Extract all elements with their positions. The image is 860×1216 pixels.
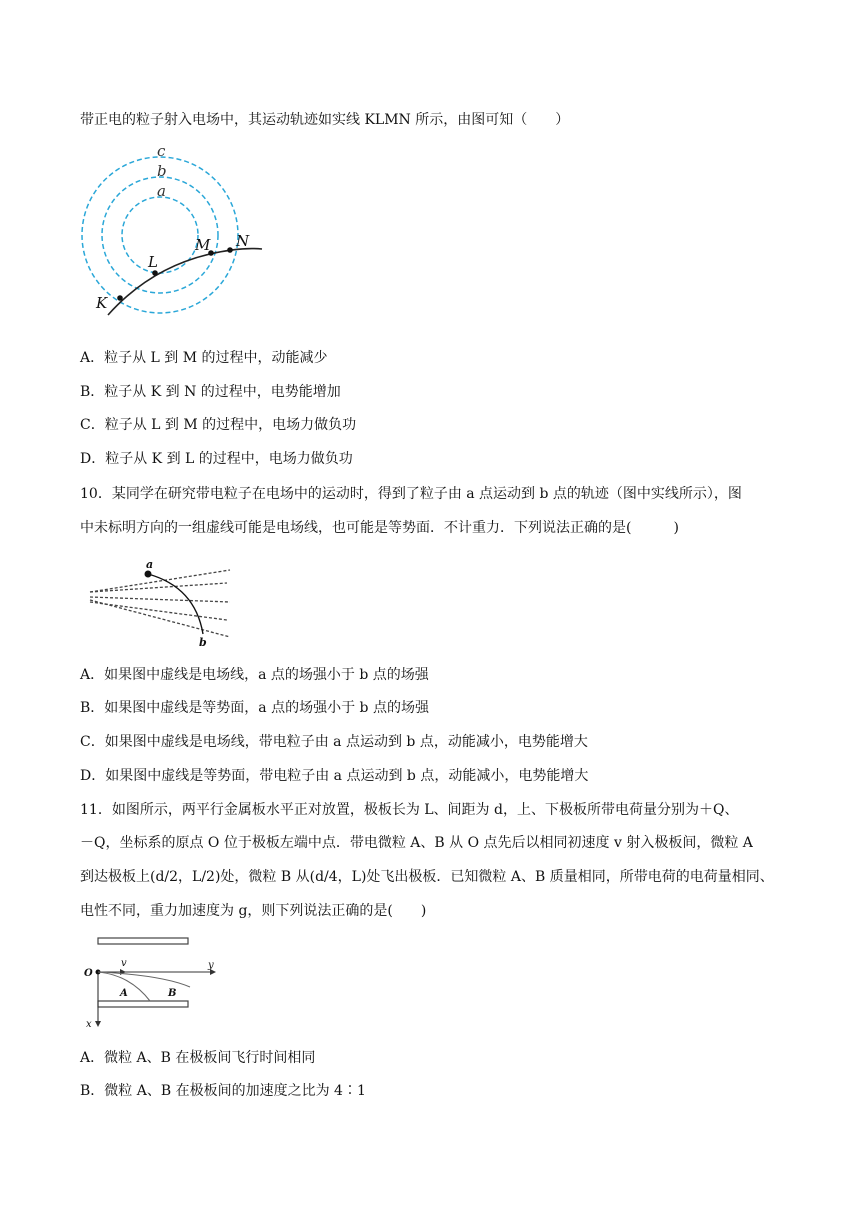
q11-option-a: A．微粒 A、B 在极板间飞行时间相同 bbox=[80, 1050, 316, 1066]
q11-option-b: B．微粒 A、B 在极板间的加速度之比为 4∶1 bbox=[80, 1083, 366, 1099]
label-a: A bbox=[120, 988, 128, 999]
q10-figure bbox=[85, 558, 245, 652]
q9-figure bbox=[80, 140, 280, 340]
label-b: b bbox=[199, 636, 207, 649]
dashed-line-4 bbox=[90, 600, 230, 637]
label-y: y bbox=[208, 960, 214, 971]
label-o: O bbox=[84, 968, 93, 979]
q10-stem-line2: 中未标明方向的一组虚线可能是电场线，也可能是等势面．不计重力．下列说法正确的是( ) bbox=[80, 520, 679, 536]
label-a: a bbox=[146, 558, 154, 571]
q9-option-b: B．粒子从 K 到 N 的过程中，电势能增加 bbox=[80, 384, 341, 400]
q10-option-b: B．如果图中虚线是等势面，a 点的场强小于 b 点的场强 bbox=[80, 700, 429, 716]
q9-option-c: C．粒子从 L 到 M 的过程中，电场力做负功 bbox=[80, 417, 357, 433]
point-k bbox=[117, 295, 123, 301]
point-l bbox=[152, 270, 158, 276]
q11-stem-line1: 11．如图所示，两平行金属板水平正对放置，极板长为 L、间距为 d，上、下极板所带电荷量分别为＋Q、 bbox=[80, 802, 739, 818]
q9-option-d: D．粒子从 K 到 L 的过程中，电场力做负功 bbox=[80, 451, 353, 467]
label-b: B bbox=[168, 988, 177, 999]
label-l: L bbox=[148, 253, 158, 271]
lower-plate bbox=[98, 1001, 188, 1007]
label-b: b bbox=[157, 162, 167, 180]
q11-figure bbox=[82, 935, 232, 1035]
q10-option-d: D．如果图中虚线是等势面，带电粒子由 a 点运动到 b 点，动能减小，电势能增大 bbox=[80, 768, 589, 784]
q10-option-a: A．如果图中虚线是电场线，a 点的场强小于 b 点的场强 bbox=[80, 667, 429, 683]
label-c: c bbox=[157, 142, 166, 160]
label-k: K bbox=[96, 294, 108, 312]
q9-stem: 带正电的粒子射入电场中，其运动轨迹如实线 KLMN 所示，由图可知（ ） bbox=[80, 112, 570, 128]
label-v: v bbox=[121, 958, 127, 969]
x-axis-arrow bbox=[95, 1021, 101, 1027]
upper-plate bbox=[98, 938, 188, 944]
label-m: M bbox=[195, 236, 211, 254]
trajectory-klmn bbox=[108, 249, 262, 315]
label-a: a bbox=[157, 182, 166, 200]
q10-stem-line1: 10．某同学在研究带电粒子在电场中的运动时，得到了粒子由 a 点运动到 b 点的轨迹（图中实线所示），图 bbox=[80, 486, 742, 502]
q11-stem-line3: 到达极板上(d/2，L/2)处，微粒 B 从(d/4，L)处飞出极板．已知微粒 A、B 质量相同，所带电荷的电荷量相同、 bbox=[80, 869, 774, 885]
dashed-line-3 bbox=[90, 597, 230, 602]
label-x: x bbox=[86, 1019, 92, 1030]
dashed-line-1 bbox=[90, 570, 230, 592]
q9-option-a: A．粒子从 L 到 M 的过程中，动能减少 bbox=[80, 350, 328, 366]
point-n bbox=[227, 247, 233, 253]
point-a bbox=[145, 571, 152, 578]
label-n: N bbox=[236, 232, 250, 250]
q11-stem-line2: －Q，坐标系的原点 O 位于极板左端中点．带电微粒 A、B 从 O 点先后以相同初速度 v 射入极板间，微粒 A bbox=[80, 835, 753, 851]
equipotential-circle-c bbox=[82, 157, 238, 313]
q10-option-c: C．如果图中虚线是电场线，带电粒子由 a 点运动到 b 点，动能减小，电势能增大 bbox=[80, 734, 588, 750]
q11-stem-line4: 电性不同，重力加速度为 g，则下列说法正确的是( ) bbox=[80, 903, 427, 919]
